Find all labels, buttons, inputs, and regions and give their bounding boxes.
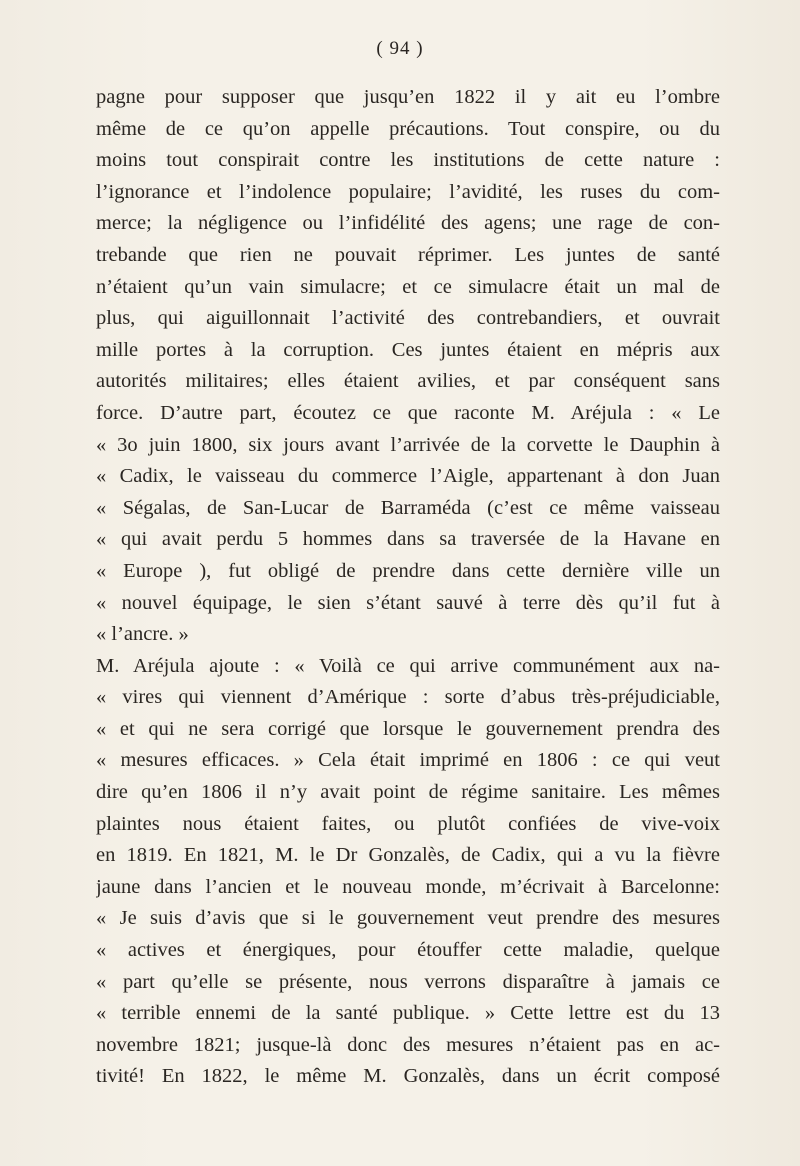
text-line: « nouvel équipage, le sien s’étant sauvé à terre dès qu’il fut à bbox=[96, 591, 720, 614]
text-line: « Je suis d’avis que si le gouvernement veut prendre des mesures bbox=[96, 907, 720, 930]
text-line: merce; la négligence ou l’infidélité des agens; une rage de con- bbox=[96, 212, 720, 235]
text-line: tivité! En 1822, le même M. Gonzalès, dans un écrit composé bbox=[96, 1065, 720, 1088]
text-line: « actives et énergiques, pour étouffer cette maladie, quelque bbox=[96, 939, 720, 962]
text-line: « part qu’elle se présente, nous verrons disparaître à jamais ce bbox=[96, 970, 720, 993]
text-line: « Europe ), fut obligé de prendre dans cette dernière ville un bbox=[96, 559, 720, 582]
text-line: « qui avait perdu 5 hommes dans sa traversée de la Havane en bbox=[96, 528, 720, 551]
text-line: moins tout conspirait contre les institutions de cette nature : bbox=[96, 149, 720, 172]
body-text bbox=[96, 82, 720, 1093]
text-line: « Cadix, le vaisseau du commerce l’Aigle, appartenant à don Juan bbox=[96, 465, 720, 488]
text-line: « terrible ennemi de la santé publique. » Cette lettre est du 13 bbox=[96, 1002, 720, 1025]
text-line: en 1819. En 1821, M. le Dr Gonzalès, de Cadix, qui a vu la fièvre bbox=[96, 844, 720, 867]
text-line: « mesures efficaces. » Cela était imprimé en 1806 : ce qui veut bbox=[96, 749, 720, 772]
text-line: « Ségalas, de San-Lucar de Barraméda (c’est ce même vaisseau bbox=[96, 496, 720, 519]
text-line: n’étaient qu’un vain simulacre; et ce simulacre était un mal de bbox=[96, 275, 720, 298]
text-line: force. D’autre part, écoutez ce que raconte M. Aréjula : « Le bbox=[96, 401, 720, 424]
page-number: ( 94 ) bbox=[376, 38, 424, 59]
text-line: M. Aréjula ajoute : « Voilà ce qui arrive communément aux na- bbox=[96, 654, 720, 677]
text-line: « 3o juin 1800, six jours avant l’arrivée de la corvette le Dauphin à bbox=[96, 433, 720, 456]
text-line: plus, qui aiguillonnait l’activité des contrebandiers, et ouvrait bbox=[96, 307, 720, 330]
text-line: novembre 1821; jusque-là donc des mesures n’étaient pas en ac- bbox=[96, 1033, 720, 1056]
text-line: « vires qui viennent d’Amérique : sorte d’abus très-préjudiciable, bbox=[96, 686, 720, 709]
text-line: « l’ancre. » bbox=[96, 623, 189, 646]
text-line: jaune dans l’ancien et le nouveau monde, m’écrivait à Barcelonne: bbox=[96, 875, 720, 898]
text-line: autorités militaires; elles étaient avilies, et par conséquent sans bbox=[96, 370, 720, 393]
text-line: l’ignorance et l’indolence populaire; l’avidité, les ruses du com- bbox=[96, 180, 720, 203]
text-line: pagne pour supposer que jusqu’en 1822 il y ait eu l’ombre bbox=[96, 86, 720, 108]
text-line: « et qui ne sera corrigé que lorsque le gouvernement prendra des bbox=[96, 717, 720, 740]
text-line: plaintes nous étaient faites, ou plutôt confiées de vive-voix bbox=[96, 812, 720, 835]
text-line: même de ce qu’on appelle précautions. Tout conspire, ou du bbox=[96, 117, 720, 140]
text-line: trebande que rien ne pouvait réprimer. Les juntes de santé bbox=[96, 243, 720, 266]
text-line: dire qu’en 1806 il n’y avait point de régime sanitaire. Les mêmes bbox=[96, 781, 720, 804]
text-line: mille portes à la corruption. Ces juntes étaient en mépris aux bbox=[96, 338, 720, 361]
